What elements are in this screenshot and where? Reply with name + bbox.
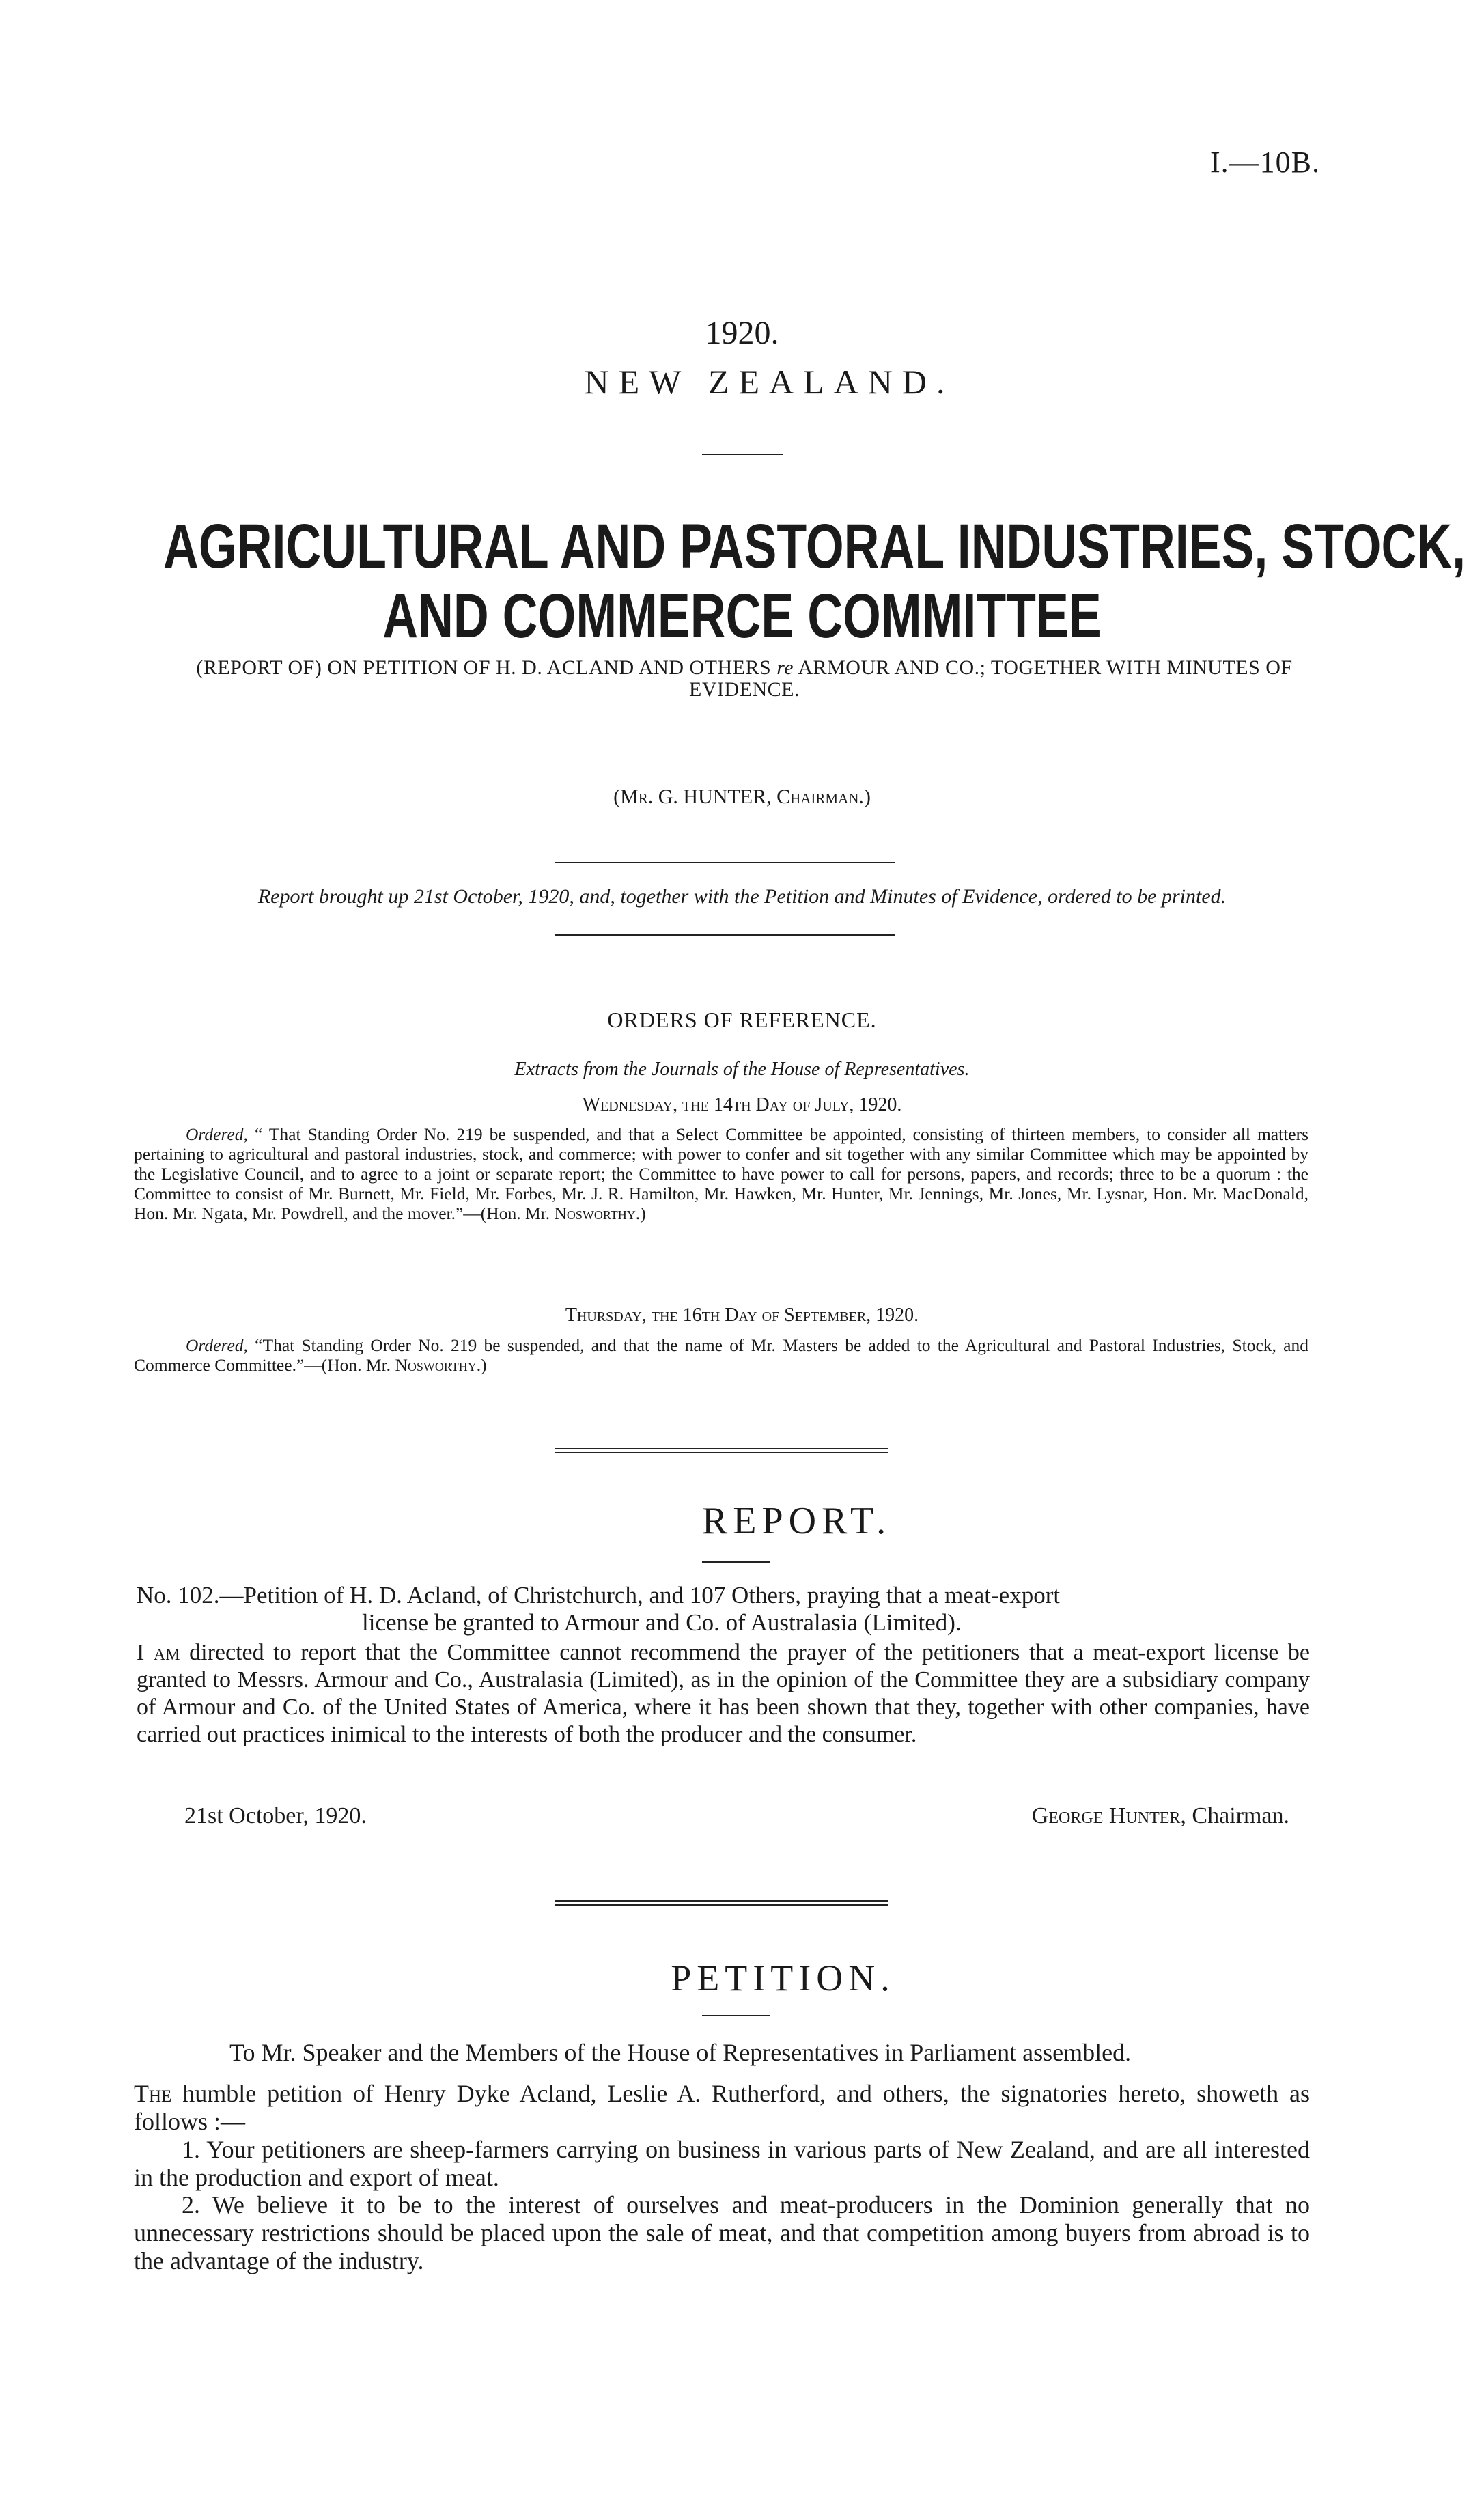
chairman-role: Chairman.	[776, 785, 864, 808]
report-body-lead: I am	[137, 1640, 180, 1665]
order-text: “That Standing Order No. 219 be suspended, and that the name of Mr. Masters be added to the Agricultural and Pastoral Industries, Stock, and Commerce Committee.”—(Hon. Mr.	[134, 1335, 1308, 1375]
divider	[702, 2015, 770, 2016]
chairman-name: G. HUNTER,	[658, 785, 772, 808]
document-title-line2: AND COMMERCE COMMITTEE	[382, 581, 1102, 651]
divider	[702, 1561, 770, 1563]
orders-of-reference-heading: ORDERS OF REFERENCE.	[607, 1007, 877, 1032]
subtitle-part2: ARMOUR AND CO.; TOGETHER WITH MINUTES OF EVIDENCE.	[689, 656, 1293, 701]
report-body	[137, 1639, 1310, 1749]
order-mover: Nosworthy.	[554, 1203, 641, 1223]
petition-number-line1: No. 102.—Petition of H. D. Acland, of Christchurch, and 107 Others, praying that a meat-export	[137, 1582, 1061, 1608]
petition-number-line2: license be granted to Armour and Co. of Australasia (Limited).	[362, 1609, 962, 1636]
divider	[702, 454, 783, 455]
order-close: )	[640, 1203, 646, 1223]
order-of-reference-1	[134, 1124, 1308, 1223]
order-of-reference-2	[134, 1335, 1308, 1375]
double-divider	[555, 1448, 888, 1449]
petition-paragraph-1	[134, 2136, 1310, 2192]
divider	[555, 934, 895, 936]
chairman-close: )	[863, 785, 871, 808]
report-signatory	[1032, 1803, 1289, 1829]
double-divider	[555, 1900, 888, 1902]
petition-number-heading	[137, 1582, 1310, 1637]
report-heading: REPORT.	[701, 1500, 892, 1542]
order-close: )	[481, 1355, 487, 1375]
report-date: 21st October, 1920.	[184, 1803, 367, 1828]
signatory-name: George Hunter,	[1031, 1803, 1186, 1828]
petition-paragraph-2	[134, 2191, 1310, 2275]
petition-humble	[134, 2080, 1310, 2136]
petition-humble-text: humble petition of Henry Dyke Acland, Leslie A. Rutherford, and others, the signatories hereto, showeth as follows :—	[134, 2080, 1311, 2135]
chairman-line	[0, 785, 1484, 809]
order-date-2: Thursday, the 16th Day of September, 1920.	[565, 1305, 919, 1326]
document-title-line1: AGRICULTURAL AND PASTORAL INDUSTRIES, STOCK,	[163, 512, 1466, 581]
petition-paragraph-1-text: 1. Your petitioners are sheep-farmers carrying on business in various parts of New Zealand, and are all interested in the production and export of meat.	[134, 2136, 1310, 2191]
order-text: “ That Standing Order No. 219 be suspended, and that a Select Committee be appointed, consisting of thirteen members, to consider all matters pertaining to agricultural and pastoral industries, stock, and commerce; with power to confer and sit together with any similar Committee which may be appointed by the Legislative Council, and to agree to a joint or separate report; the Committee to have power to call for persons, papers, and records; three to be a quorum : the Committee to consist of Mr. Burnett, Mr. Field, Mr. Forbes, Mr. J. R. Hamilton, Mr. Hawken, Mr. Hunter, Mr. Jennings, Mr. Jones, Mr. Lysnar, Hon. Mr. MacDonald, Hon. Mr. Ngata, Mr. Powdrell, and the mover.”—(Hon. Mr.	[134, 1124, 1309, 1223]
subtitle-part1: (REPORT OF) ON PETITION OF H. D. ACLAND AND OTHERS	[196, 656, 772, 679]
ordered-label: Ordered,	[186, 1124, 248, 1144]
extracts-line: Extracts from the Journals of the House of Representatives.	[514, 1059, 970, 1080]
country-heading: NEW ZEALAND.	[584, 363, 955, 401]
order-date-1: Wednesday, the 14th Day of July, 1920.	[582, 1094, 902, 1115]
subtitle-re: re	[776, 656, 794, 679]
petition-address: To Mr. Speaker and the Members of the House of Representatives in Parliament assembled.	[229, 2039, 1132, 2066]
chairman-mr: Mr.	[620, 785, 654, 808]
petition-heading: PETITION.	[671, 1958, 895, 1998]
year: 1920.	[705, 315, 779, 351]
document-subtitle	[184, 657, 1304, 701]
report-brought-up: Report brought up 21st October, 1920, and, together with the Petition and Minutes of Evidence, ordered to be printed.	[257, 885, 1227, 908]
ordered-label: Ordered,	[186, 1335, 248, 1355]
document-reference: I.—10B.	[1210, 145, 1320, 179]
report-body-text: directed to report that the Committee cannot recommend the prayer of the petitioners that a meat-export license be granted to Messrs. Armour and Co., Australasia (Limited), as in the opinion of the Committee they are a subsidiary company of Armour and Co. of the United States of America, where it has been shown that they, together with other companies, have carried out practices inimical to the interests of both the producer and the consumer.	[137, 1640, 1311, 1747]
petition-humble-lead: The	[134, 2080, 172, 2107]
chairman-open: (	[613, 785, 621, 808]
order-mover: Nosworthy.	[395, 1355, 481, 1375]
divider	[555, 862, 895, 863]
petition-paragraph-2-text: 2. We believe it to be to the interest of ourselves and meat-producers in the Dominion generally that no unnecessary restrictions should be placed upon the sale of meat, and that competition among buyers from abroad is to the advantage of the industry.	[134, 2191, 1310, 2274]
signatory-role: Chairman.	[1192, 1803, 1289, 1828]
